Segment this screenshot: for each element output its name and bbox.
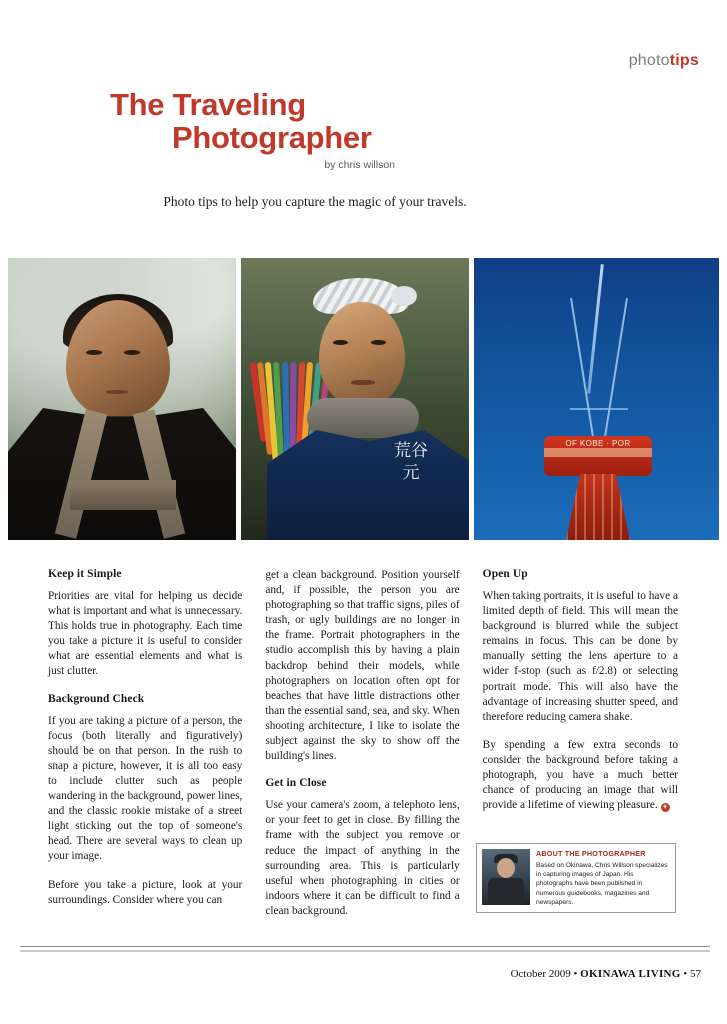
- page-title-line-1: The Traveling: [110, 87, 306, 122]
- byline: by chris willson: [324, 159, 395, 171]
- festival-eye-left: [333, 340, 348, 345]
- footer-separator-1: •: [573, 968, 578, 980]
- paragraph-text: By spending a few extra seconds to consider the background before taking a photograph, you have a much better chance of producing an image that will provide a lifetime of viewing pleasure.: [482, 738, 678, 812]
- about-heading: ABOUT THE PHOTOGRAPHER: [536, 849, 646, 858]
- article-deck: Photo tips to help you capture the magic of your travels.: [163, 194, 467, 209]
- end-of-article-mark: ✦: [662, 804, 668, 812]
- festival-eye-right: [371, 340, 386, 345]
- kicker-photo-text: photo: [628, 52, 670, 69]
- section-kicker: [629, 52, 699, 70]
- footer-rule: [20, 946, 710, 947]
- festival-mouth: [351, 380, 375, 385]
- monk-eye-right: [124, 350, 140, 355]
- festival-coat-kanji: 荒谷元: [394, 441, 428, 483]
- tower-trunk-detail: [566, 474, 630, 540]
- kicker-tips-text: tips: [669, 52, 699, 69]
- subheading-keep-it-simple: Keep it Simple: [48, 568, 122, 580]
- paragraph: get a clean background. Position yourself and, if possible, the person you are photographing so that traffic signs, piles of trash, or ugly buildings are no longer in the frame. Portrait photographers in the studio accomplish this by having a plain backdrop behind their models, while photographers on location often opt for beaches that have little distractions other than the essential sand, sea, and sky. When shooting architecture, I like to isolate the subject against the sky to show off the building's lines.: [265, 569, 460, 763]
- paragraph: If you are taking a picture of a person, the focus (both literally and figuratively) should be on that person. In the rush to snap a picture, however, it is all too easy to include clutter such as people wandering in the background, power lines, and the classic rookie mistake of a street light sticking out the top of someone's head. There are several ways to clean up your image.: [48, 714, 243, 863]
- subheading-open-up: Open Up: [482, 568, 528, 580]
- photo-strip: [8, 258, 719, 540]
- paragraph: Priorities are vital for helping us decide what is important and what is unnecessary. This holds true in photography. Each time you take a picture it is useful to consider what are essential elements and what is just clutter.: [48, 590, 243, 678]
- streamer-ribbon: [282, 362, 290, 454]
- tower-mast: [587, 264, 604, 394]
- monk-sash: [70, 480, 176, 510]
- photographer-thumbnail: [482, 849, 530, 905]
- paragraph: Before you take a picture, look at your surroundings. Consider where you can: [48, 878, 243, 906]
- festival-coat: [267, 430, 469, 540]
- tower-waist-ring: [570, 408, 628, 410]
- photographer-head: [497, 858, 515, 878]
- about-body: Based on Okinawa, Chris Willson specializes in capturing images of Japan. His photographs have been published in numerous guidebooks, magazines and newspapers.: [536, 862, 668, 906]
- monk-robe: [8, 408, 236, 540]
- subheading-background-check: Background Check: [48, 692, 145, 705]
- monk-mouth: [106, 390, 128, 394]
- paragraph: When taking portraits, it is useful to have a limited depth of field. This will mean the background is blurred while the subject remains in focus. This can be done by manually setting the lens aperture to a wider f-stop (such as f/2.8) or selecting portrait mode. This will also have the advantage of increasing shutter speed, and therefore reducing camera shake.: [482, 590, 678, 723]
- tower-sign-text: OF KOBE · POR: [565, 439, 631, 448]
- about-text-wrap: [536, 849, 670, 907]
- paragraph-with-end-mark: [483, 738, 678, 813]
- festival-bandana-knot: [391, 286, 417, 306]
- page-title-line-2: Photographer: [172, 120, 372, 155]
- body-column-2: [265, 568, 459, 932]
- photo-festival-man: [241, 258, 469, 540]
- paragraph: Use your camera's zoom, a telephoto lens, or your feet to get in close. By filling the frame with the subject you remove or reduce the impact of anything in the surrounding area. This is particularly useful when photographing in cities or indoors where it can be difficult to find a clean background.: [265, 799, 460, 917]
- body-column-1: [48, 568, 242, 932]
- subheading-get-in-close: Get in Close: [265, 777, 327, 790]
- festival-man-face: [319, 302, 405, 406]
- tower-pod-window-band: [544, 448, 652, 457]
- footer-separator-2: •: [683, 968, 688, 980]
- photo-monk-portrait: [8, 258, 236, 540]
- article-title-block: [110, 88, 530, 171]
- footer: [511, 968, 701, 980]
- monk-eye-left: [86, 350, 102, 355]
- footer-issue-date: October 2009: [510, 968, 571, 980]
- photo-kobe-port-tower: [474, 258, 719, 540]
- footer-rule-secondary: [20, 950, 710, 952]
- footer-magazine-name: OKINAWA LIVING: [580, 968, 681, 980]
- footer-page-number: 57: [690, 968, 701, 980]
- photographer-torso: [488, 878, 524, 905]
- about-the-photographer-box: [476, 843, 676, 913]
